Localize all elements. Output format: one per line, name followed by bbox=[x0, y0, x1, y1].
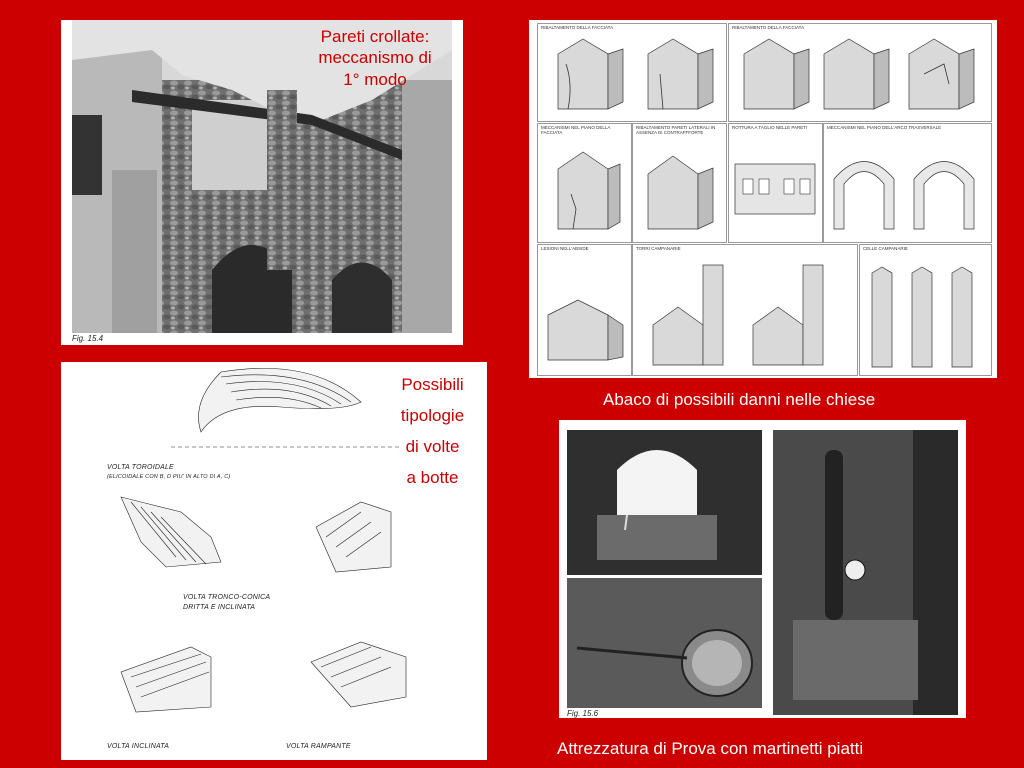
flat-jack-equipment-figure bbox=[559, 420, 966, 718]
abacus-cell bbox=[537, 23, 727, 122]
abacus-cell-title: MECCANISMI NEL PIANO DELL'ARCO TRASVERSALE bbox=[827, 125, 942, 130]
abacus-cell bbox=[728, 123, 823, 243]
abacus-cell-title: LESIONI NELL'ABSIDE bbox=[541, 246, 589, 251]
abacus-cell-title: RIBALTAMENTO PARETI LATERALI IN ASSENZA DI CONTRAFFFORTE bbox=[636, 125, 716, 135]
abacus-cell-title: CELLE CAMPANARIE bbox=[863, 246, 908, 251]
figure-label: Fig. 15.6 bbox=[567, 709, 599, 718]
vault-label: VOLTA INCLINATA bbox=[107, 743, 170, 750]
flat-jack-photo bbox=[567, 430, 762, 575]
pump-cylinder-photo bbox=[773, 430, 958, 715]
vault-label: (ELICOIDALE CON B, D PIU' IN ALTO DI A, C) bbox=[107, 474, 231, 480]
church-damage-diagram bbox=[529, 20, 997, 378]
abacus-cell-title: RIBALTAMENTO DELLA FACCIATA bbox=[732, 25, 805, 30]
abacus-cell bbox=[537, 123, 632, 243]
vault-label: VOLTA TOROIDALE bbox=[107, 464, 174, 471]
abacus-cell bbox=[823, 123, 992, 243]
overlay-line: Possibili bbox=[401, 375, 464, 394]
abacus-cell bbox=[632, 123, 727, 243]
overlay-line: meccanismo di bbox=[318, 48, 432, 68]
abacus-cell bbox=[537, 244, 632, 376]
abacus-cell-title: MECCANISMI NEL PIANO DELLA FACCIATA bbox=[541, 125, 611, 135]
abacus-cell-title: TORRI CAMPANARIE bbox=[636, 246, 681, 251]
collapsed-walls-overlay bbox=[290, 26, 460, 90]
abacus-cell-title: ROTTURA A TAGLIO NELLE PARETI bbox=[732, 125, 808, 130]
vault-overlay bbox=[385, 370, 480, 494]
overlay-line: di volte bbox=[405, 436, 460, 456]
abacus-cell bbox=[859, 244, 992, 376]
overlay-line: tipologie bbox=[400, 405, 465, 425]
abacus-cell bbox=[632, 244, 858, 376]
jack-installation-photo bbox=[567, 578, 762, 708]
overlay-line: 1° modo bbox=[343, 69, 407, 89]
vault-label: VOLTA TRONCO-CONICA bbox=[183, 594, 271, 601]
vault-label: DRITTA E INCLINATA bbox=[183, 604, 256, 611]
overlay-line: a botte bbox=[406, 467, 459, 487]
flat-jack-caption: Attrezzatura di Prova con martinetti piatti bbox=[557, 739, 864, 758]
abacus-cell-title: RIBALTAMENTO DELLA FACCIATA bbox=[541, 25, 614, 30]
vault-label: VOLTA RAMPANTE bbox=[286, 743, 351, 750]
overlay-line: Pareti crollate: bbox=[320, 27, 430, 46]
abacus-caption: Abaco di possibili danni nelle chiese bbox=[603, 390, 876, 409]
abacus-cell bbox=[728, 23, 992, 122]
figure-label: Fig. 15.4 bbox=[72, 334, 104, 343]
